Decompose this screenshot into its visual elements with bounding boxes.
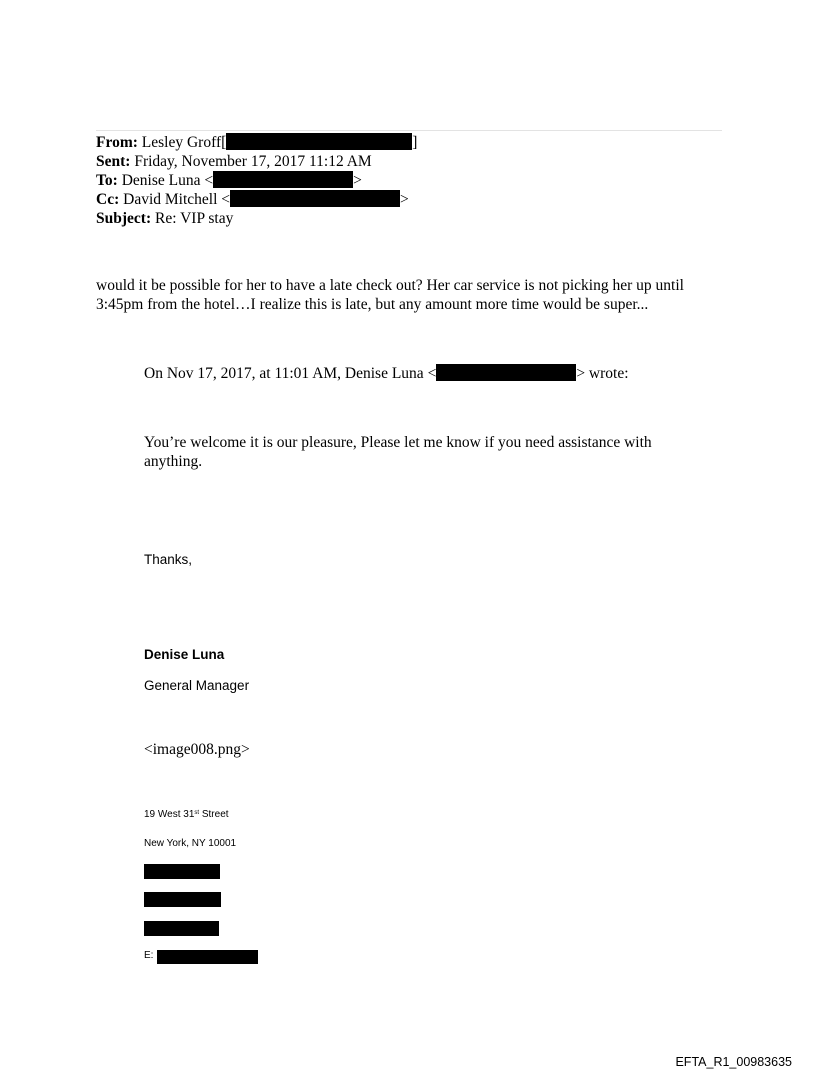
redaction-block xyxy=(213,171,353,188)
quoted-intro xyxy=(144,364,629,383)
address-street-name: Street xyxy=(199,809,229,820)
quoted-intro-suffix: > wrote: xyxy=(576,365,629,382)
signature-name: Denise Luna xyxy=(144,647,225,662)
address-street-number: 19 West 31 xyxy=(144,809,195,820)
sent-label: Sent: xyxy=(96,153,131,170)
image-placeholder: <image008.png> xyxy=(144,741,250,758)
thanks-text: Thanks, xyxy=(144,552,193,567)
to-line xyxy=(96,171,417,190)
redaction-block xyxy=(144,921,219,936)
sent-value: Friday, November 17, 2017 11:12 AM xyxy=(134,153,372,170)
to-bracket-open: < xyxy=(204,172,214,189)
redaction-block xyxy=(144,864,220,879)
header-divider xyxy=(96,130,722,131)
cc-name: David Mitchell xyxy=(123,191,218,208)
cc-bracket-close: > xyxy=(400,191,409,208)
from-label: From: xyxy=(96,134,138,151)
to-bracket-close: > xyxy=(353,172,362,189)
from-bracket-close: ] xyxy=(412,134,418,151)
cc-line xyxy=(96,190,417,209)
cc-label: Cc: xyxy=(96,191,120,208)
from-line xyxy=(96,133,417,152)
subject-label: Subject: xyxy=(96,210,152,227)
sent-line xyxy=(96,152,417,171)
address-street-suffix: st xyxy=(194,810,200,816)
email-header xyxy=(96,133,417,228)
signature-email xyxy=(144,950,153,961)
redaction-block xyxy=(226,133,412,150)
redaction-block xyxy=(157,950,258,964)
email-label: E: xyxy=(144,950,154,961)
message-body: would it be possible for her to have a late check out? Her car service is not picking her up until 3:45pm from the hotel…I realize this is late, but any amount more time would be super... xyxy=(96,277,684,313)
from-bracket-open: [ xyxy=(221,134,227,151)
to-label: To: xyxy=(96,172,118,189)
quoted-message: You’re welcome it is our pleasure, Please let me know if you need assistance with anything. xyxy=(144,434,652,470)
quoted-intro-prefix: On Nov 17, 2017, at 11:01 AM, Denise Luna < xyxy=(144,365,437,382)
cc-bracket-open: < xyxy=(221,191,231,208)
subject-line xyxy=(96,209,417,228)
redaction-block xyxy=(436,364,576,381)
redaction-block xyxy=(230,190,400,207)
redaction-block xyxy=(144,892,221,907)
address-street xyxy=(144,809,229,820)
from-name: Lesley Groff xyxy=(141,134,222,151)
subject-value: Re: VIP stay xyxy=(154,210,234,227)
to-name: Denise Luna xyxy=(121,172,201,189)
address-city: New York, NY 10001 xyxy=(144,838,237,849)
signature-title: General Manager xyxy=(144,678,250,693)
bates-number: EFTA_R1_00983635 xyxy=(675,1055,792,1069)
